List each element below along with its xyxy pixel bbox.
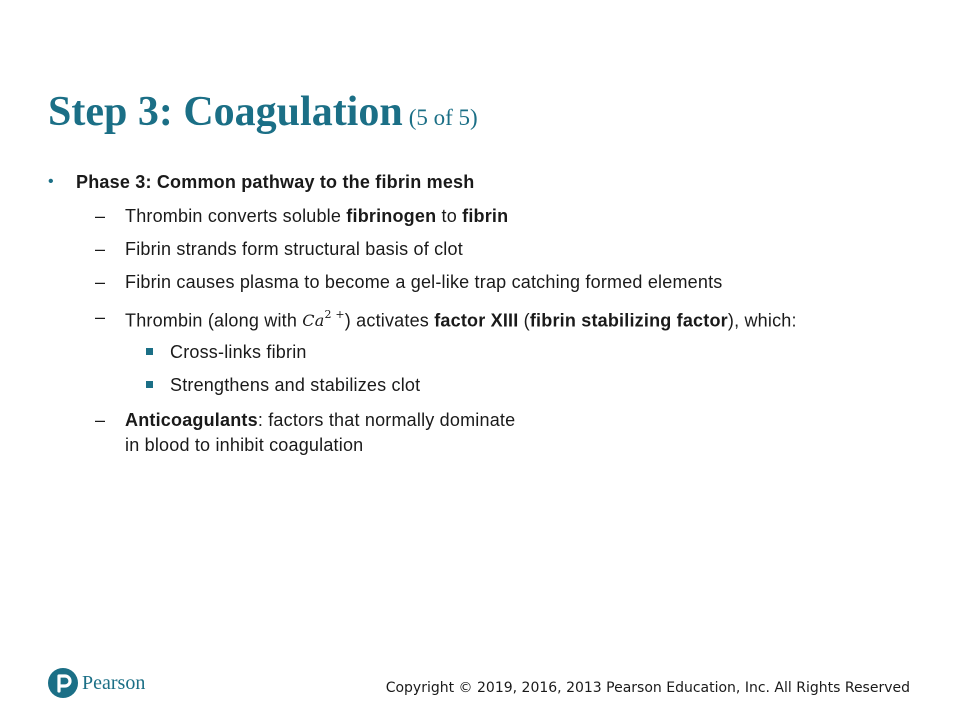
text: in blood to inhibit coagulation (125, 435, 364, 455)
text: Thrombin converts soluble (125, 206, 347, 226)
slide-title (48, 88, 478, 136)
dash-marker: – (95, 410, 106, 430)
text: Cross-links fibrin (170, 342, 307, 362)
pearson-wordmark: Pearson (82, 671, 146, 694)
sub-bullet-fibrin-strands (95, 237, 463, 261)
sub-bullet-anticoagulants (95, 408, 516, 432)
term-anticoagulants: Anticoagulants (125, 410, 258, 430)
sub-bullet-gel-trap (95, 270, 723, 294)
term-fibrinogen: fibrinogen (346, 206, 437, 226)
text: ) activates (344, 310, 435, 331)
sub-sub-bullet-cross-links (170, 340, 307, 364)
dash-marker: – (95, 272, 106, 292)
text: Thrombin (along with (125, 310, 303, 331)
calcium-ion (302, 308, 345, 331)
bullet-phase (48, 170, 475, 194)
sub-bullet-thrombin-converts (95, 204, 509, 228)
dash-marker: – (95, 206, 106, 226)
text: Fibrin strands form structural basis of clot (125, 239, 463, 259)
square-marker (146, 381, 153, 388)
text: : factors that normally dominate (257, 410, 516, 430)
ion-charge: 2 + (324, 308, 345, 321)
sub-bullet-anticoagulants-cont (125, 433, 363, 457)
term-fibrin-stabilizing-factor: fibrin stabilizing factor (529, 310, 728, 331)
square-marker (146, 348, 153, 355)
phase-heading: Phase 3: Common pathway to the fibrin mesh (76, 172, 475, 192)
title-suffix: (5 of 5) (408, 105, 478, 130)
text: ( (518, 310, 530, 331)
text: Fibrin causes plasma to become a gel-like trap catching formed elements (125, 272, 723, 292)
dash-marker: – (95, 307, 106, 327)
sub-bullet-factor-xiii (95, 305, 797, 333)
term-factor-xiii: factor XIII (434, 310, 519, 331)
title-text: Step 3: Coagulation (48, 89, 403, 135)
dash-marker: – (95, 239, 106, 259)
text: to (436, 206, 463, 226)
text: ), which: (727, 310, 797, 331)
term-fibrin: fibrin (462, 206, 509, 226)
sub-sub-bullet-strengthens (170, 373, 420, 397)
ion-symbol: Ca (302, 311, 325, 331)
pearson-logo (48, 668, 145, 698)
copyright-notice: Copyright © 2019, 2016, 2013 Pearson Education, Inc. All Rights Reserved (385, 680, 910, 696)
bullet-marker: • (48, 173, 54, 190)
pearson-p-icon (48, 668, 78, 698)
text: Strengthens and stabilizes clot (170, 375, 421, 395)
